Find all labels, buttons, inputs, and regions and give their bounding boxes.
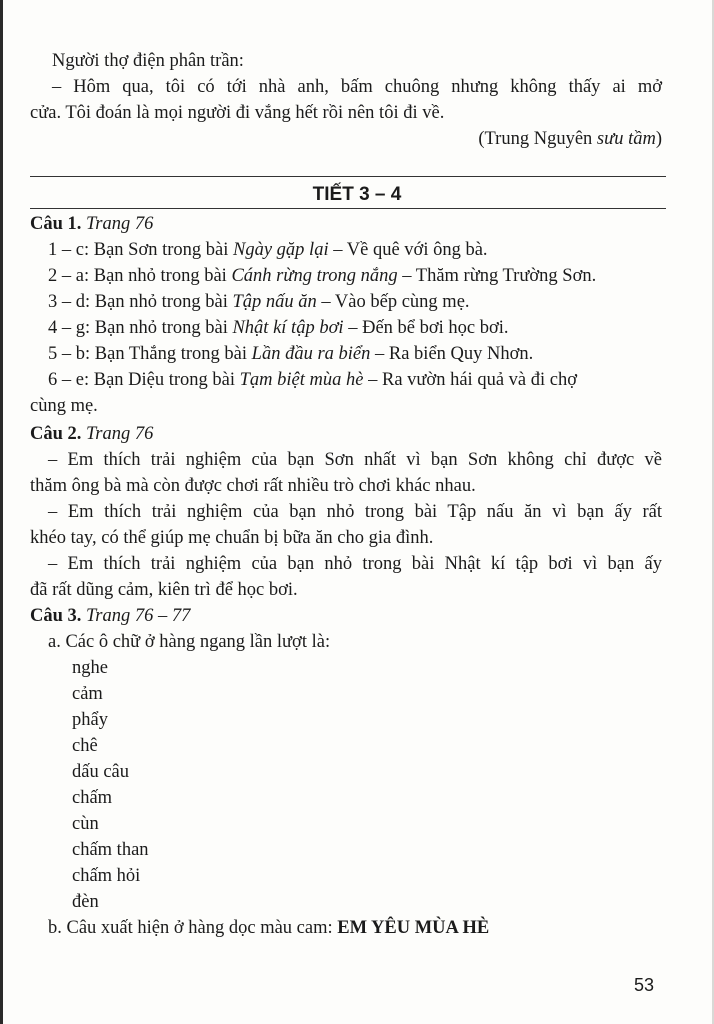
q2-para3-line2: đã rất dũng cảm, kiên trì để học bơi. [30,580,298,600]
q2-para3-line1: – Em thích trải nghiệm của bạn nhỏ trong bài Nhật kí tập bơi vì bạn ấy [48,554,662,574]
q2-para2-line2: khéo tay, có thể giúp mẹ chuẩn bị bữa ăn cho gia đình. [30,528,434,548]
q2-heading [30,421,153,447]
q3-a-intro: a. Các ô chữ ở hàng ngang lần lượt là: [48,632,331,652]
q3-word: nghe [72,658,108,678]
q1-item-5: 5 – b: Bạn Thắng trong bài Lần đầu ra biển – Ra biển Quy Nhơn. [48,344,534,364]
source-note: sưu tầm [596,129,656,149]
q1-item-1: 1 – c: Bạn Sơn trong bài Ngày gặp lại – Về quê với ông bà. [48,240,488,260]
rule-top [30,176,666,177]
section-title: TIẾT 3 – 4 [312,184,402,205]
q3-word: chấm hỏi [72,866,141,886]
q1-item-6-cont: cùng mẹ. [30,396,98,416]
source-credit [478,126,662,152]
binding-edge [0,0,3,1024]
q3-word: dấu câu [72,762,130,782]
q1-item-4: 4 – g: Bạn nhỏ trong bài Nhật kí tập bơi – Đến bể bơi học bơi. [48,318,509,338]
q3-word: chấm [72,788,113,808]
q3-heading [30,603,190,629]
q1-item-6: 6 – e: Bạn Diệu trong bài Tạm biệt mùa hè – Ra vườn hái quả và đi chợ [48,370,578,390]
q1-label: Câu 1. [30,214,82,234]
q3-word: cảm [72,684,103,704]
source-author: (Trung Nguyên [478,129,597,149]
source-close: ) [655,129,662,149]
q3-word: cùn [72,814,99,834]
q1-item-3: 3 – d: Bạn nhỏ trong bài Tập nấu ăn – Vào bếp cùng mẹ. [48,292,470,312]
intro-line: Người thợ điện phân trần: [52,51,244,71]
q3-word: phẩy [72,710,108,730]
q2-para1-line2: thăm ông bà mà còn được chơi rất nhiều trò chơi khác nhau. [30,476,476,496]
q1-item-2: 2 – a: Bạn nhỏ trong bài Cánh rừng trong nắng – Thăm rừng Trường Sơn. [48,266,597,286]
page-number: 53 [634,975,655,995]
q3-ref: Trang 76 – 77 [86,606,191,626]
q3-word: chấm than [72,840,149,860]
q2-ref: Trang 76 [86,424,154,444]
q3-b-answer-line [48,915,489,941]
q3-word: chê [72,736,98,756]
q1-heading [30,211,153,237]
q2-para2-line1: – Em thích trải nghiệm của bạn nhỏ trong bài Tập nấu ăn vì bạn ấy rất [48,502,662,522]
q2-label: Câu 2. [30,424,82,444]
rule-bottom [30,208,666,209]
q3-b-prefix: b. Câu xuất hiện ở hàng dọc màu cam: [48,918,338,938]
q2-para1-line1: – Em thích trải nghiệm của bạn Sơn nhất vì bạn Sơn không chỉ được về [48,450,662,470]
q3-label: Câu 3. [30,606,82,626]
intro-quote-line1: – Hôm qua, tôi có tới nhà anh, bấm chuông nhưng không thấy ai mở [52,77,662,97]
intro-quote-line2: cửa. Tôi đoán là mọi người đi vắng hết rồi nên tôi đi về. [30,103,445,123]
q3-b-answer: EM YÊU MÙA HÈ [337,918,490,938]
q3-word: đèn [72,892,99,912]
q1-ref: Trang 76 [86,214,154,234]
